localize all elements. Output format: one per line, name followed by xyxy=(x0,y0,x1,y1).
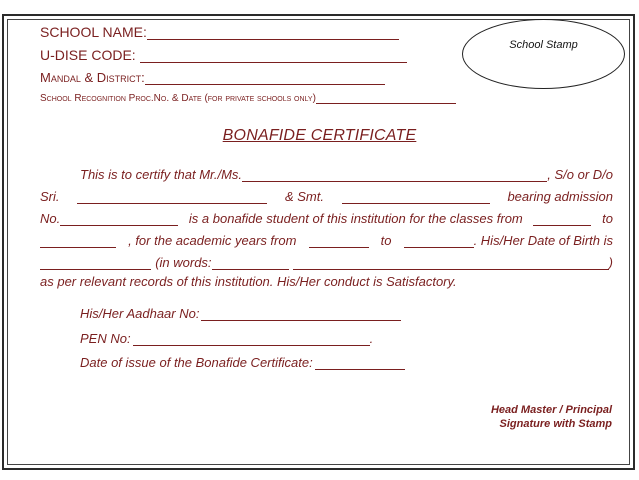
date-of-issue-blank[interactable] xyxy=(315,358,405,370)
mother-name-blank[interactable] xyxy=(342,192,490,204)
body-line-1 xyxy=(40,164,613,182)
academic-years-text: , for the academic years from xyxy=(128,233,297,248)
in-words-text: (in words: xyxy=(155,255,212,270)
recognition-label: School Recognition Proc.No. & Date (for private schools only) xyxy=(40,93,316,104)
pen-dot: . xyxy=(369,331,374,346)
bearing-admission-text: bearing admission xyxy=(507,189,613,204)
school-stamp-label: School Stamp xyxy=(509,39,578,51)
no-text: No. xyxy=(40,211,61,226)
bonafide-student-text: is a bonafide student of this institution for the classes from xyxy=(188,211,523,226)
year-to-blank[interactable] xyxy=(404,236,474,248)
conduct-text: as per relevant records of this institution. His/Her conduct is Satisfactory. xyxy=(40,274,457,289)
smt-text: & Smt. xyxy=(284,189,324,204)
class-from-blank[interactable] xyxy=(533,214,591,226)
body-line-3 xyxy=(40,208,613,226)
school-name-label: SCHOOL NAME: xyxy=(40,24,147,40)
dob-blank[interactable] xyxy=(40,258,151,270)
date-of-birth-text: . His/Her Date of Birth is xyxy=(473,233,613,248)
aadhaar-label: His/Her Aadhaar No: xyxy=(80,306,200,321)
student-name-blank[interactable] xyxy=(242,170,547,182)
pen-label: PEN No: xyxy=(80,331,131,346)
body-line-4 xyxy=(40,230,613,248)
certificate-title: BONAFIDE CERTIFICATE xyxy=(222,127,417,144)
aadhaar-field xyxy=(80,306,401,321)
aadhaar-blank[interactable] xyxy=(201,309,401,321)
sri-text: Sri. xyxy=(40,189,60,204)
body-line-5 xyxy=(40,252,613,270)
body-line-2 xyxy=(40,186,613,204)
year-from-blank[interactable] xyxy=(309,236,369,248)
to-text: to xyxy=(602,211,613,226)
pen-field xyxy=(80,331,373,346)
dob-words-blank-2[interactable] xyxy=(293,258,609,270)
pen-blank[interactable] xyxy=(133,334,370,346)
father-name-blank[interactable] xyxy=(77,192,267,204)
son-daughter-of-text: , S/o or D/o xyxy=(547,167,613,182)
dob-words-blank-1[interactable] xyxy=(212,258,289,270)
admission-number-blank[interactable] xyxy=(60,214,178,226)
to-text-2: to xyxy=(380,233,392,248)
udise-label: U-DISE CODE: xyxy=(40,47,136,63)
certify-text: This is to certify that Mr./Ms. xyxy=(80,167,243,182)
mandal-label: Mandal & District: xyxy=(40,70,145,85)
date-of-issue-field xyxy=(80,355,405,370)
class-to-blank[interactable] xyxy=(40,236,116,248)
date-of-issue-label: Date of issue of the Bonafide Certificate: xyxy=(80,355,313,370)
signature-with-stamp-label: Signature with Stamp xyxy=(499,418,612,430)
head-master-label: Head Master / Principal xyxy=(490,404,612,416)
close-paren: ) xyxy=(608,255,614,270)
